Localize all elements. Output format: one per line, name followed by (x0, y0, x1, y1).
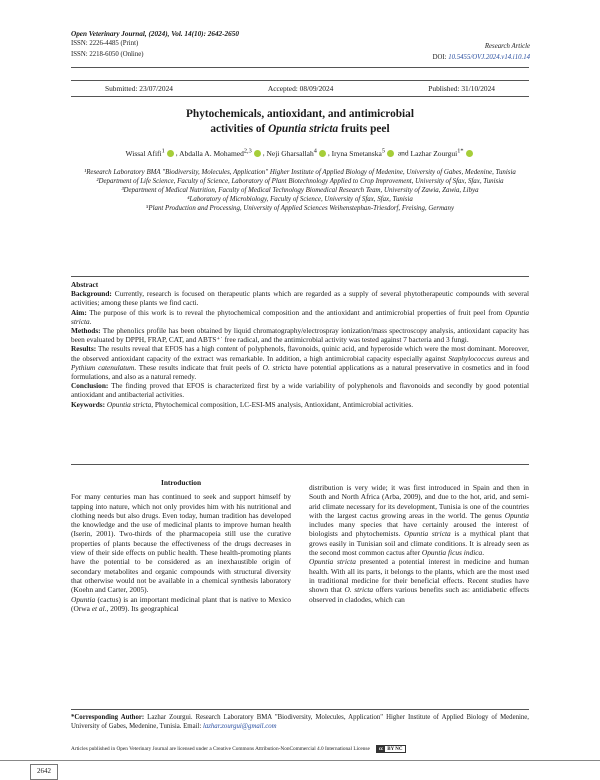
species: O. stricta (344, 585, 374, 595)
abstract-rule-top (71, 276, 529, 277)
text: is a mythical plant that grows easily in Tunisian soil and climate conditions. It is already seen as the second most common cactus after (309, 529, 529, 558)
author-name: Lazhar Zourgui (410, 148, 458, 158)
text: (cactus) is an important medicinal plant that is native to Mexico (Orwa (71, 594, 291, 613)
cc-icon: cc (378, 746, 384, 752)
title-line-1: Phytochemicals, antioxidant, and antimicrobial (186, 108, 414, 120)
by-nc-icon: BY NC (387, 746, 403, 752)
sep: , (327, 148, 332, 158)
label: Conclusion: (71, 381, 109, 391)
intro-paragraph-1: For many centuries man has continued to seek and support himself by tapping into nature, which not only provides him with his nutritional and clothing needs but also drugs. Even today, human tradition has developed the knowledge and the use of medicinal plants to improve human health (Iserin, 2001). Two-thirds of the pharmacopeia still use the curative properties of plants because the effectiveness of the drugs decreases in view of their side effects on public health. These health-promoting plants have the potential to be considered as an inexhaustible origin of secondary metabolites and organic compounds with structural diversity that otherwise would not be available in a chemical synthesis laboratory (Koehn and Carter, 2005). (71, 492, 291, 595)
doi-label: DOI: (432, 54, 447, 61)
species: Opuntia stricta (71, 307, 529, 326)
affiliation: ⁵Plant Production and Processing, University of Applied Sciences Weihenstephan-Triesdorf, Freising, Germany (145, 204, 455, 212)
sep: , (262, 148, 267, 158)
label: Background: (71, 289, 112, 299)
species: Opuntia stricta (106, 399, 152, 409)
author-affil: 1* (457, 147, 464, 154)
dates-rule-bottom (71, 96, 529, 97)
affiliations (71, 169, 529, 214)
footnote-rule (71, 709, 529, 710)
corresponding-author (71, 714, 529, 731)
label: Keywords: (71, 399, 106, 409)
accepted-date: Accepted: 08/09/2024 (267, 84, 334, 93)
author[interactable] (332, 149, 396, 158)
text: includes many species that have certainly aroused the interest of biologists and phytochemists. (309, 520, 529, 539)
title-species: Opuntia stricta (268, 122, 339, 135)
author[interactable] (179, 149, 263, 158)
author-affil: 4 (313, 147, 317, 154)
title-text-end: fruits peel (338, 122, 390, 135)
species: Opuntia (71, 594, 96, 604)
species: Opuntia ficus indica (421, 548, 483, 558)
article-type: Research Article (484, 43, 530, 50)
intro-right-column (309, 483, 529, 604)
intro-left-column (71, 478, 291, 613)
text: The results reveal that EFOS has a high content of polyphenols, flavonoids, quinic acid, and hyperoside which were the most dominant. Moreover, the observed antioxidant capacity of the extract was remarkable. In addition, a high antimicrobial capacity especially against (71, 344, 529, 363)
author[interactable] (125, 149, 175, 158)
species: Opuntia stricta (403, 529, 451, 539)
text: . (482, 548, 485, 558)
page-number: 2642 (30, 764, 58, 780)
article-title (71, 107, 529, 136)
email-link[interactable]: lazhar.zourgui@gmail.com (202, 722, 277, 730)
text: Currently, research is focused on therapeutic plants which are regarded as a supply of several phytotherapeutic compounds with several activities; among these plants we find cacti. (71, 289, 529, 308)
corresponding-text: Lazhar Zourgui. Research Laboratory BMA "Biodiversity, Molecules, Application" Higher Institute of Applied Biology of Medenine, University of Gabes, Medenine, Tunisia. Email: (71, 714, 529, 730)
issn-print: ISSN: 2226-4485 (Print) (71, 40, 139, 47)
author[interactable] (266, 149, 327, 158)
text: presented a potential interest in medicine and human health. With all its parts, it belongs to the plants, which are the most used in traditional medicine for their beneficial effects. Recent studies have shown that (309, 557, 529, 595)
intro-paragraph-3 (309, 483, 529, 557)
orcid-icon[interactable] (387, 150, 394, 157)
footer-rule (0, 760, 600, 761)
author-name: Abdalla A. Mohamed (179, 148, 244, 158)
intro-paragraph-4 (309, 557, 529, 603)
label: Results: (71, 344, 97, 354)
text: . (89, 316, 92, 326)
text: distribution is very wide; it was first introduced in Spain and then in South and North Africa (Arba, 2009), and due to the hot, arid, and semi-arid climate necessary for its development, Tunisia is one of the countries with the largest cactus growing areas in the world. The genus (309, 483, 529, 520)
sep: , (175, 148, 180, 158)
orcid-icon[interactable] (466, 150, 473, 157)
and-word: and (397, 148, 411, 158)
abstract-aim (71, 308, 529, 326)
author-affil: 2,3 (243, 147, 252, 154)
article-dates (71, 84, 529, 93)
author-name: Iryna Smetanska (331, 148, 382, 158)
author-affil: 5 (381, 147, 385, 154)
abstract-heading: Abstract (71, 280, 99, 289)
label: Methods: (71, 326, 101, 336)
corresponding-label: *Corresponding Author: (71, 714, 145, 721)
title-line-2 (71, 122, 529, 137)
header-rule (71, 67, 529, 68)
orcid-icon[interactable] (254, 150, 261, 157)
species: Staphylococcus aureus (448, 353, 516, 363)
orcid-icon[interactable] (319, 150, 326, 157)
abstract-methods (71, 326, 529, 344)
author-list (71, 147, 529, 158)
orcid-icon[interactable] (167, 150, 174, 157)
affiliation: ⁴Laboratory of Microbiology, Faculty of Science, University of Sfax, Sfax, Tunisia (187, 195, 413, 203)
species: Opuntia (504, 510, 529, 520)
author[interactable] (411, 149, 475, 158)
abstract-results (71, 344, 529, 381)
affiliation: ²Department of Life Science, Faculty of Science, Laboratory of Plant Biotechnology Applied to Crop Improvement, University of Sfax, Sfax, Tunisia (96, 177, 504, 185)
submitted-date: Submitted: 23/07/2024 (105, 84, 173, 93)
text: The purpose of this work is to reveal the phytochemical composition and the antioxidant and antimicrobial properties of fruit peel from (86, 307, 506, 317)
text: The phenolics profile has been obtained by liquid chromatography/electrospray ionization/mass spectroscopy analysis, antioxidant capacity has been evaluated by DPPH, FRAP, CAT, and ABTS⁺˙ free radical, and the antimicrobial activity was tested against 7 bacteria and 3 fungi. (71, 326, 529, 345)
doi-line (433, 54, 530, 61)
abstract-rule-bottom (71, 464, 529, 465)
abstract-background (71, 289, 529, 307)
dates-rule-top (71, 80, 529, 81)
issn-online: ISSN: 2218-6050 (Online) (71, 51, 144, 58)
keywords (71, 400, 529, 409)
affiliation: ³Department of Medical Nutrition, Faculty of Medical Technology Biomedical Research Team, University of Zawia, Zawia, Libya (121, 186, 479, 194)
doi-link[interactable]: 10.5455/OVJ.2024.v14.i10.14 (448, 54, 530, 61)
title-text: activities of (210, 122, 269, 135)
species: Pythium catenulatum (71, 362, 135, 372)
author-name: Neji Gharsallah (266, 148, 314, 158)
text: , Phytochemical composition, LC-ESI-MS analysis, Antioxidant, Antimicrobial activities. (151, 399, 414, 409)
abstract-conclusion (71, 381, 529, 399)
text: offers various benefits such as: antidiabetic effects observed in cladodes, which can (309, 585, 529, 604)
license-line (71, 745, 529, 753)
text: The finding proved that EFOS is characterized first by a wide variability of polyphenols and flavonoids and secondly by good potential antioxidant and antibacterial activities. (71, 381, 529, 400)
published-date: Published: 31/10/2024 (428, 84, 495, 93)
affiliation: ¹Research Laboratory BMA "Biodiversity, Molecules, Application" Higher Institute of Applied Biology of Medenine, University of Gabes, Medenine, Tunisia (84, 169, 516, 176)
species: Opuntia stricta (309, 557, 356, 567)
text: , 2009). Its geographical (106, 603, 179, 613)
text: and (515, 353, 529, 363)
author-name: Wissal Afifi (125, 148, 162, 158)
text: have potential applications as a natural preservative in cosmetics and in food formulations, and also as a natural remedy. (71, 362, 529, 382)
journal-citation: Open Veterinary Journal, (2024), Vol. 14(10): 2642-2650 (71, 30, 239, 38)
label: Aim: (71, 307, 87, 317)
cc-license-badge[interactable] (376, 745, 406, 753)
abstract (71, 280, 529, 409)
text: et al. (91, 603, 107, 613)
species: O. stricta (262, 362, 292, 372)
intro-heading: Introduction (160, 478, 202, 487)
intro-paragraph-2 (71, 595, 291, 614)
author-affil: 1 (161, 147, 165, 154)
text: . These results indicate that fruit peels of (134, 362, 263, 372)
license-text[interactable]: Articles published in Open Veterinary Journal are licensed under a Creative Commons Attribution-NonCommercial 4.0 International License (71, 746, 370, 752)
